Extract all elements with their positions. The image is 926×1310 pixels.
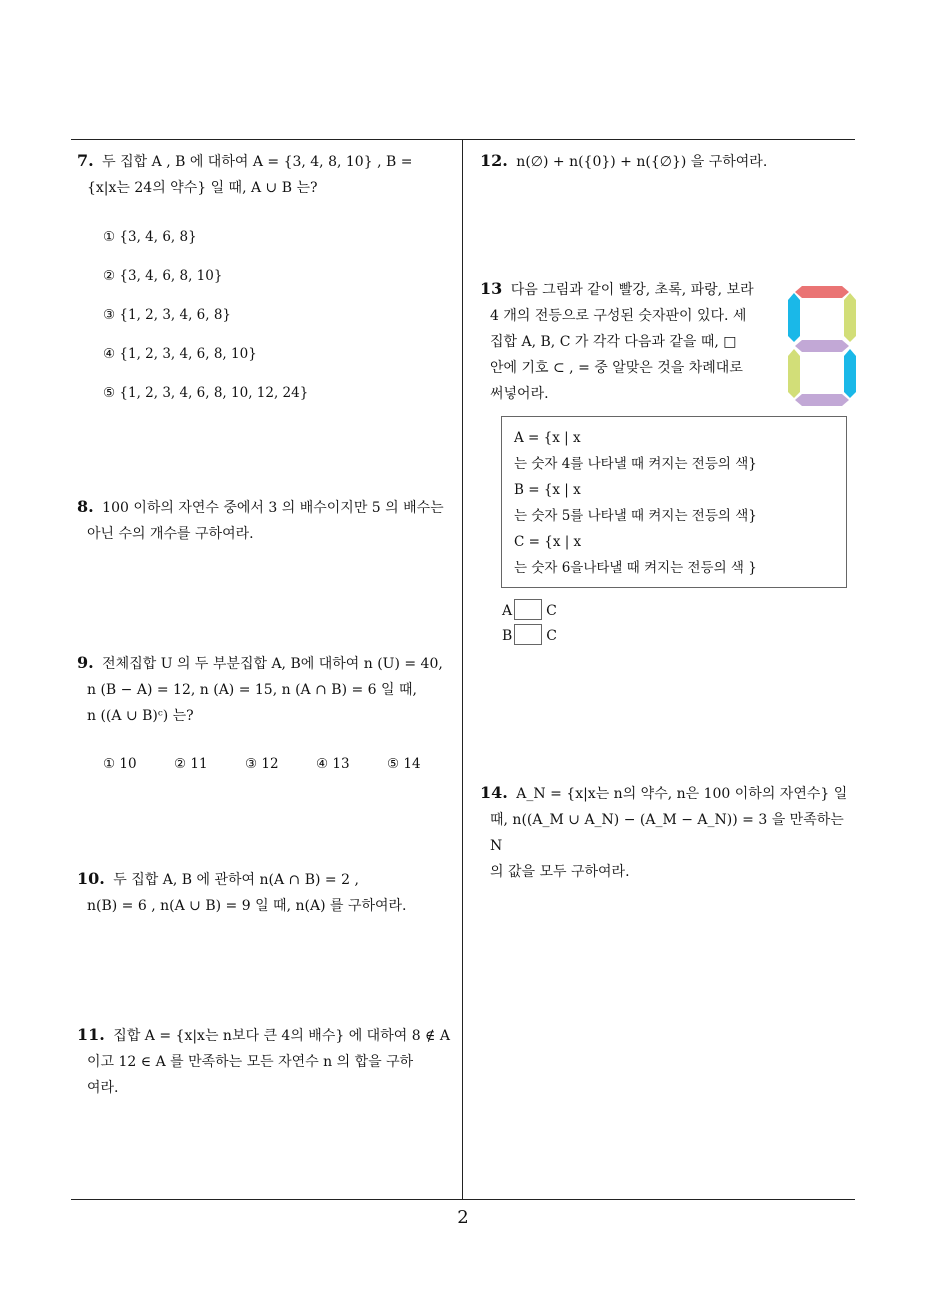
question-text-line: n (B − A) = 12, n (A) = 15, n (A ∩ B) = 6 일 때, (87, 682, 417, 698)
top-rule (71, 139, 855, 140)
answer-choice-3[interactable]: ③ {1, 2, 3, 4, 6, 8} (103, 307, 232, 323)
answer-choice-3[interactable]: ③ 12 (245, 756, 279, 772)
segment-green-upper-right (844, 293, 856, 342)
question-text-line: 아닌 수의 개수를 구하여라. (87, 526, 254, 542)
set-definition-line: B = {x | x (514, 482, 581, 498)
question-number: 12. (480, 151, 508, 170)
bottom-rule (71, 1199, 855, 1200)
question-text-line: 두 집합 A , B 에 대하여 A = {3, 4, 8, 10} , B = (102, 154, 413, 170)
question-text-line: 이고 12 ∈ A 를 만족하는 모든 자연수 n 의 합을 구하 (87, 1054, 414, 1070)
question-9 (77, 650, 457, 729)
segment-purple-middle (795, 340, 849, 352)
question-text-line: 의 값을 모두 구하여라. (490, 864, 630, 880)
answer-choice-2[interactable]: ② 11 (174, 756, 208, 772)
seven-segment-display (786, 284, 858, 408)
answer-blank-box[interactable] (514, 599, 542, 620)
question-text-line: 써넣어라. (490, 386, 549, 402)
relation-row-a-c (502, 599, 557, 620)
set-definition-box (501, 416, 847, 588)
answer-choice-4[interactable]: ④ {1, 2, 3, 4, 6, 8, 10} (103, 346, 257, 362)
answer-choice-4[interactable]: ④ 13 (316, 756, 350, 772)
question-number: 7. (77, 151, 94, 170)
answer-choice-5[interactable]: ⑤ {1, 2, 3, 4, 6, 8, 10, 12, 24} (103, 385, 309, 401)
question-text-line: 전체집합 U 의 두 부분집합 A, B에 대하여 n (U) = 40, (102, 656, 443, 672)
question-text-line: 때, n((A_M ∪ A_N) − (A_M − A_N)) = 3 을 만족하는 N (490, 812, 844, 854)
question-number: 11. (77, 1025, 105, 1044)
answer-choice-1[interactable]: ① {3, 4, 6, 8} (103, 229, 197, 245)
set-label: C (546, 628, 558, 644)
question-10 (77, 866, 457, 919)
set-label: C (546, 603, 557, 619)
question-7 (77, 148, 457, 201)
segment-green-lower-left (788, 349, 800, 398)
relation-row-b-c (502, 624, 557, 645)
segment-purple-bottom (795, 394, 849, 406)
question-text-line: n(B) = 6 , n(A ∪ B) = 9 일 때, n(A) 를 구하여라. (87, 898, 407, 914)
question-12 (480, 148, 850, 175)
answer-blank-box[interactable] (514, 624, 542, 645)
set-definition-line: 는 숫자 4를 나타낼 때 켜지는 전등의 색} (514, 456, 757, 472)
set-definition-line: 는 숫자 6을나타낼 때 켜지는 전등의 색 } (514, 560, 757, 576)
answer-choice-2[interactable]: ② {3, 4, 6, 8, 10} (103, 268, 223, 284)
segment-blue-upper-left (788, 293, 800, 342)
set-definition-line: A = {x | x (514, 430, 581, 446)
question-number: 13 (480, 279, 503, 298)
column-divider (462, 139, 463, 1199)
question-text-line: n(∅) + n({0}) + n({∅}) 을 구하여라. (516, 154, 768, 170)
question-14 (480, 780, 858, 885)
question-text-line: A_N = {x|x는 n의 약수, n은 100 이하의 자연수} 일 (516, 786, 848, 802)
set-label: B (502, 628, 513, 644)
question-11 (77, 1022, 457, 1101)
question-text-line: 100 이하의 자연수 중에서 3 의 배수이지만 5 의 배수는 (102, 500, 444, 516)
question-text-line: 집합 A, B, C 가 각각 다음과 같을 때, □ (490, 334, 737, 350)
question-text-line: 4 개의 전등으로 구성된 숫자판이 있다. 세 (490, 308, 747, 324)
set-label: A (502, 603, 513, 619)
answer-choice-1[interactable]: ① 10 (103, 756, 137, 772)
question-text-line: {x|x는 24의 약수} 일 때, A ∪ B 는? (87, 180, 318, 196)
question-text-line: 안에 기호 ⊂ , = 중 알맞은 것을 차례대로 (490, 360, 743, 376)
question-8 (77, 494, 457, 547)
set-definition-line: C = {x | x (514, 534, 582, 550)
question-text-line: 다음 그림과 같이 빨강, 초록, 파랑, 보라 (510, 282, 754, 298)
question-text-line: n ((A ∪ B)ᶜ) 는? (87, 708, 194, 724)
set-definition-line: 는 숫자 5를 나타낼 때 켜지는 전등의 색} (514, 508, 757, 524)
question-number: 14. (480, 783, 508, 802)
question-text-line: 집합 A = {x|x는 n보다 큰 4의 배수} 에 대하여 8 ∉ A (113, 1028, 450, 1044)
answer-choice-5[interactable]: ⑤ 14 (387, 756, 421, 772)
question-number: 9. (77, 653, 94, 672)
question-13 (480, 276, 780, 407)
question-number: 8. (77, 497, 94, 516)
question-number: 10. (77, 869, 105, 888)
segment-red (795, 286, 849, 298)
question-text-line: 두 집합 A, B 에 관하여 n(A ∩ B) = 2 , (113, 872, 359, 888)
page-number: 2 (457, 1207, 469, 1228)
segment-blue-lower-right (844, 349, 856, 398)
question-text-line: 여라. (87, 1080, 119, 1096)
